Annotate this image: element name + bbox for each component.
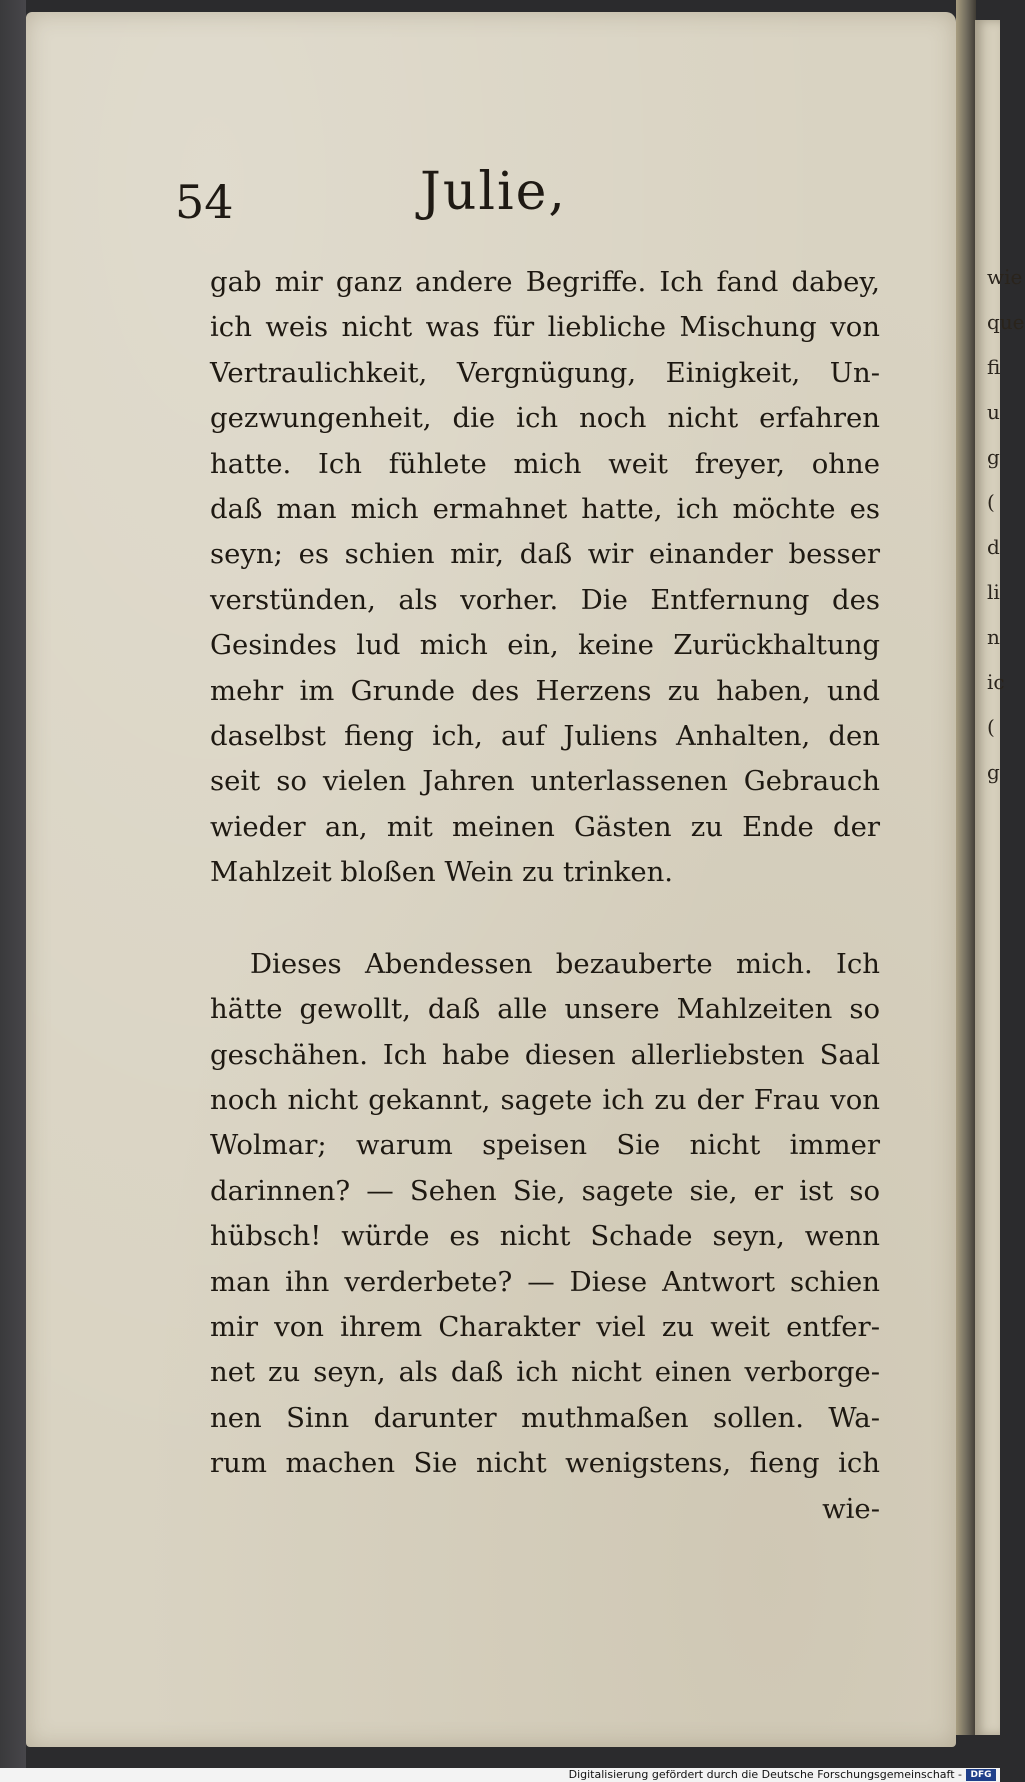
text-line: hätte gewollt, daß alle unsere Mahlzeiten so xyxy=(210,993,880,1026)
text-line: net zu seyn, als daß ich nicht einen verborge- xyxy=(210,1356,880,1389)
text-line: daselbst fieng ich, auf Juliens Anhalten, den xyxy=(210,720,880,753)
text-line: seyn; es schien mir, daß wir einander besser xyxy=(210,538,880,571)
text-line: gezwungenheit, die ich noch nicht erfahren xyxy=(210,402,880,435)
digitization-credit: Digitalisierung gefördert durch die Deutsche Forschungsgemeinschaft - xyxy=(568,1768,962,1781)
text-line: Gesindes lud mich ein, keine Zurückhaltung xyxy=(210,629,880,662)
paragraph-gap xyxy=(210,896,880,942)
text-line: verstünden, als vorher. Die Entfernung des xyxy=(210,583,880,616)
facing-fragment: g xyxy=(987,445,1000,469)
facing-fragment: u xyxy=(987,400,1000,424)
page-number: 54 xyxy=(175,175,234,229)
paragraph xyxy=(210,260,880,896)
facing-fragment: d xyxy=(987,535,1000,559)
facing-fragment: fi xyxy=(987,355,1001,379)
book-gutter xyxy=(956,0,976,1735)
page-body xyxy=(210,260,880,1532)
text-line: hübsch! würde es nicht Schade seyn, wenn xyxy=(210,1220,880,1253)
text-line: noch nicht gekannt, sagete ich zu der Frau von xyxy=(210,1083,880,1116)
text-line: Wolmar; warum speisen Sie nicht immer xyxy=(210,1129,880,1162)
running-title: Julie, xyxy=(420,162,567,222)
facing-fragment: ( xyxy=(987,715,995,739)
dfg-logo: DFG xyxy=(966,1769,996,1781)
facing-fragment: ic xyxy=(987,670,1005,694)
text-line: rum machen Sie nicht wenigstens, fieng ich xyxy=(210,1447,880,1480)
catchword: wie- xyxy=(822,1492,880,1525)
text-line: wieder an, mit meinen Gästen zu Ende der xyxy=(210,810,880,843)
text-line: geschähen. Ich habe diesen allerliebsten Saal xyxy=(210,1038,880,1071)
text-line: Mahlzeit bloßen Wein zu trinken. xyxy=(210,856,674,889)
text-line: hatte. Ich fühlete mich weit freyer, ohne xyxy=(210,447,880,480)
text-line: darinnen? — Sehen Sie, sagete sie, er ist so xyxy=(210,1174,880,1207)
text-line: daß man mich ermahnet hatte, ich möchte es xyxy=(210,493,880,526)
facing-fragment: g xyxy=(987,760,1000,784)
text-line: seit so vielen Jahren unterlassenen Gebrauch xyxy=(210,765,880,798)
text-line: mehr im Grunde des Herzens zu haben, und xyxy=(210,674,880,707)
facing-fragment: wie xyxy=(987,265,1023,289)
facing-fragment: que xyxy=(987,310,1025,334)
text-line: man ihn verderbete? — Diese Antwort schien xyxy=(210,1265,880,1298)
text-line: Vertraulichkeit, Vergnügung, Einigkeit, Un- xyxy=(210,356,880,389)
paragraph xyxy=(210,942,880,1487)
text-line: ich weis nicht was für liebliche Mischung von xyxy=(210,311,880,344)
facing-page-edge xyxy=(975,20,1025,1735)
text-line: Dieses Abendessen bezauberte mich. Ich xyxy=(250,947,880,980)
text-line: gab mir ganz andere Begriffe. Ich fand dabey, xyxy=(210,266,880,298)
facing-fragment: li xyxy=(987,580,1000,604)
book-left-edge xyxy=(0,0,26,1782)
text-line: nen Sinn darunter muthmaßen sollen. Wa- xyxy=(210,1401,880,1434)
text-line: mir von ihrem Charakter viel zu weit entfer- xyxy=(210,1310,880,1343)
facing-fragment: ( xyxy=(987,490,995,514)
facing-fragment: n xyxy=(987,625,1000,649)
